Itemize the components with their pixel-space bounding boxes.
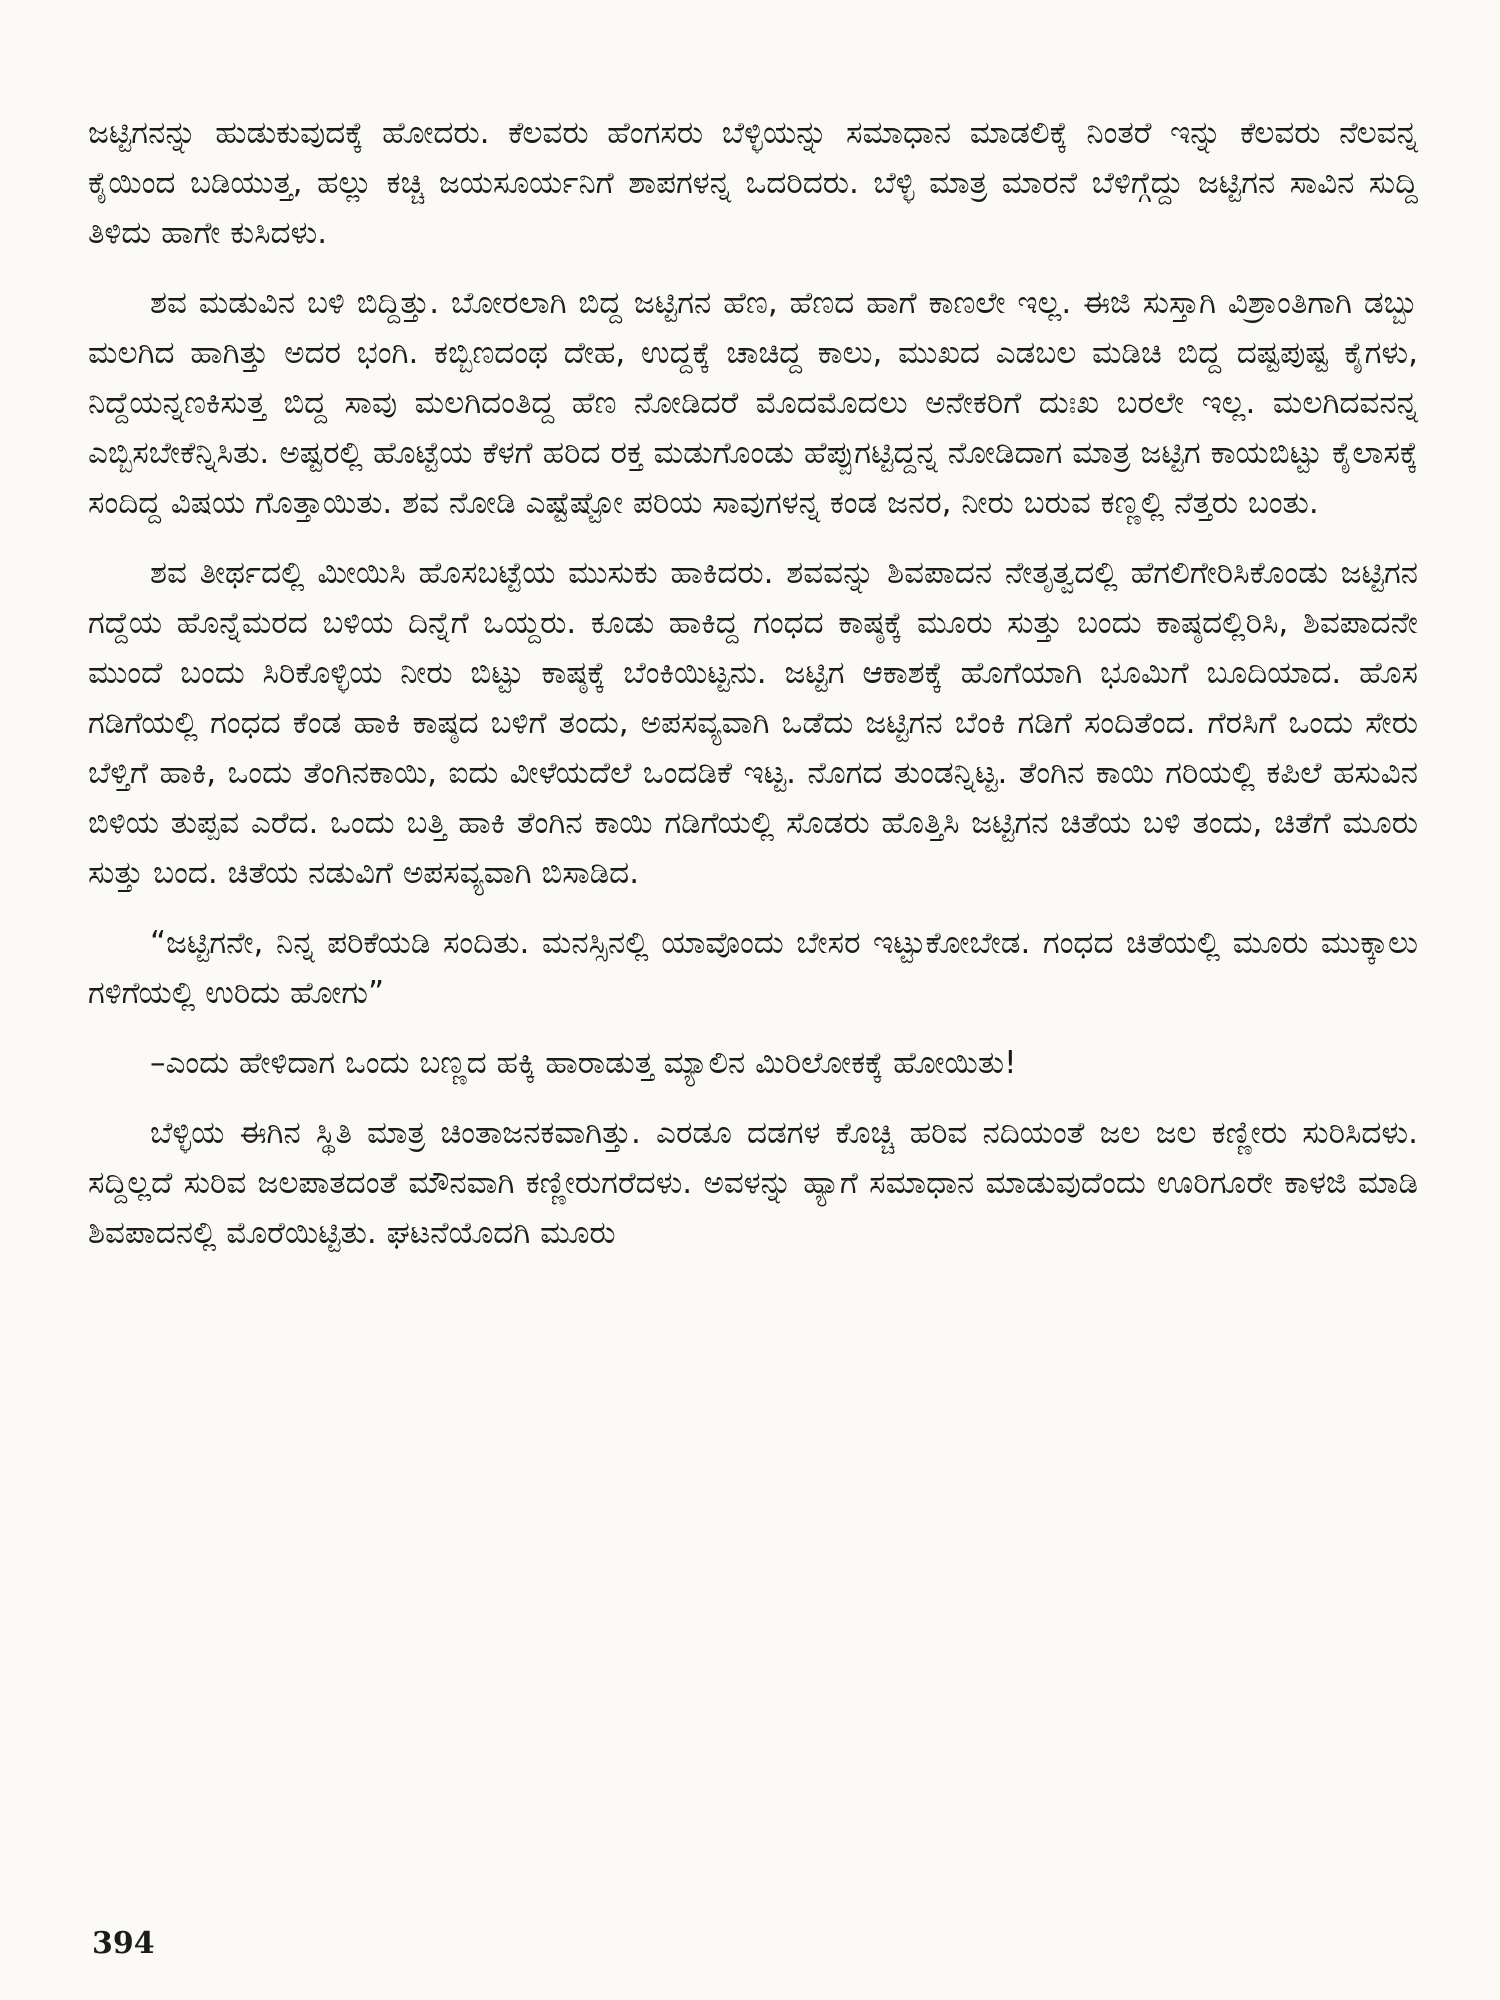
paragraph-2: ಶವ ಮಡುವಿನ ಬಳಿ ಬಿದ್ದಿತ್ತು. ಬೋರಲಾಗಿ ಬಿದ್ದ ಜಟ್ಟಿಗನ ಹೆಣ, ಹೆಣದ ಹಾಗೆ ಕಾಣಲೇ ಇಲ್ಲ. ಈಜಿ ಸುಸ್ತಾಗಿ ವಿಶ್ರಾಂತಿಗಾಗಿ ಡಬ್ಬು ಮಲಗಿದ ಹಾಗಿತ್ತು ಅದರ ಭಂಗಿ. ಕಬ್ಬಿಣದಂಥ ದೇಹ, ಉದ್ದಕ್ಕೆ ಚಾಚಿದ್ದ ಕಾಲು, ಮುಖದ ಎಡಬಲ ಮಡಿಚಿ ಬಿದ್ದ ದಷ್ಟಪುಷ್ಟ ಕೈಗಳು, ನಿದ್ದೆಯನ್ನಣಕಿಸುತ್ತ ಬಿದ್ದ ಸಾವು ಮಲಗಿದಂತಿದ್ದ ಹೆಣ ನೋಡಿದರೆ ಮೊದಮೊದಲು ಅನೇಕರಿಗೆ ದುಃಖ ಬರಲೇ ಇಲ್ಲ. ಮಲಗಿದವನನ್ನ ಎಬ್ಬಿಸಬೇಕೆನ್ನಿಸಿತು. ಅಷ್ಟರಲ್ಲಿ ಹೊಟ್ಟೆಯ ಕೆಳಗೆ ಹರಿದ ರಕ್ತ ಮಡುಗೊಂಡು ಹೆಪ್ಪುಗಟ್ಟಿದ್ದನ್ನ ನೋಡಿದಾಗ ಮಾತ್ರ ಜಟ್ಟಿಗ ಕಾಯಬಿಟ್ಟು ಕೈಲಾಸಕ್ಕೆ ಸಂದಿದ್ದ ವಿಷಯ ಗೊತ್ತಾಯಿತು. ಶವ ನೋಡಿ ಎಷ್ಟೆಷ್ಟೋ ಪರಿಯ ಸಾವುಗಳನ್ನ ಕಂಡ ಜನರ, ನೀರು ಬರುವ ಕಣ್ಣಲ್ಲಿ ನೆತ್ತರು ಬಂತು.: [88, 285, 1418, 521]
paragraph-1: ಜಟ್ಟಿಗನನ್ನು ಹುಡುಕುವುದಕ್ಕೆ ಹೋದರು. ಕೆಲವರು ಹೆಂಗಸರು ಬೆಳ್ಳಿಯನ್ನು ಸಮಾಧಾನ ಮಾಡಲಿಕ್ಕೆ ನಿಂತರೆ ಇನ್ನು ಕೆಲವರು ನೆಲವನ್ನ ಕೈಯಿಂದ ಬಡಿಯುತ್ತ, ಹಲ್ಲು ಕಚ್ಚಿ ಜಯಸೂರ್ಯನಿಗೆ ಶಾಪಗಳನ್ನ ಒದರಿದರು. ಬೆಳ್ಳಿ ಮಾತ್ರ ಮಾರನೆ ಬೆಳಿಗ್ಗೆದ್ದು ಜಟ್ಟಿಗನ ಸಾವಿನ ಸುದ್ದಿ ತಿಳಿದು ಹಾಗೇ ಕುಸಿದಳು.: [88, 115, 1418, 251]
paragraph-3: ಶವ ತೀರ್ಥದಲ್ಲಿ ಮೀಯಿಸಿ ಹೊಸಬಟ್ಟೆಯ ಮುಸುಕು ಹಾಕಿದರು. ಶವವನ್ನು ಶಿವಪಾದನ ನೇತೃತ್ವದಲ್ಲಿ ಹೆಗಲಿಗೇರಿಸಿಕೊಂಡು ಜಟ್ಟಿಗನ ಗದ್ದೆಯ ಹೊನ್ನೆಮರದ ಬಳಿಯ ದಿನ್ನೆಗೆ ಒಯ್ದರು. ಕೂಡು ಹಾಕಿದ್ದ ಗಂಧದ ಕಾಷ್ಠಕ್ಕೆ ಮೂರು ಸುತ್ತು ಬಂದು ಕಾಷ್ಠದಲ್ಲಿರಿಸಿ, ಶಿವಪಾದನೇ ಮುಂದೆ ಬಂದು ಸಿರಿಕೊಳ್ಳಿಯ ನೀರು ಬಿಟ್ಟು ಕಾಷ್ಠಕ್ಕೆ ಬೆಂಕಿಯಿಟ್ಟನು. ಜಟ್ಟಿಗ ಆಕಾಶಕ್ಕೆ ಹೊಗೆಯಾಗಿ ಭೂಮಿಗೆ ಬೂದಿಯಾದ. ಹೊಸ ಗಡಿಗೆಯಲ್ಲಿ ಗಂಧದ ಕೆಂಡ ಹಾಕಿ ಕಾಷ್ಠದ ಬಳಿಗೆ ತಂದು, ಅಪಸವ್ಯವಾಗಿ ಒಡೆದು ಜಟ್ಟಿಗನ ಬೆಂಕಿ ಗಡಿಗೆ ಸಂದಿತೆಂದ. ಗೆರಸಿಗೆ ಒಂದು ಸೇರು ಬೆಳ್ತಿಗೆ ಹಾಕಿ, ಒಂದು ತೆಂಗಿನಕಾಯಿ, ಐದು ವೀಳೆಯದೆಲೆ ಒಂದಡಿಕೆ ಇಟ್ಟ. ನೊಗದ ತುಂಡನ್ನಿಟ್ಟ. ತೆಂಗಿನ ಕಾಯಿ ಗರಿಯಲ್ಲಿ ಕಪಿಲೆ ಹಸುವಿನ ಬಿಳಿಯ ತುಪ್ಪವ ಎರೆದ. ಒಂದು ಬತ್ತಿ ಹಾಕಿ ತೆಂಗಿನ ಕಾಯಿ ಗಡಿಗೆಯಲ್ಲಿ ಸೊಡರು ಹೊತ್ತಿಸಿ ಜಟ್ಟಿಗನ ಚಿತೆಯ ಬಳಿ ತಂದು, ಚಿತೆಗೆ ಮೂರು ಸುತ್ತು ಬಂದ. ಚಿತೆಯ ನಡುವಿಗೆ ಅಪಸವ್ಯವಾಗಿ ಬಿಸಾಡಿದ.: [88, 555, 1418, 891]
page-number: 394: [92, 1926, 155, 1961]
paragraph-5: –ಎಂದು ಹೇಳಿದಾಗ ಒಂದು ಬಣ್ಣದ ಹಕ್ಕಿ ಹಾರಾಡುತ್ತ ಮ್ಯಾಲಿನ ಮಿರಿಲೋಕಕ್ಕೆ ಹೋಯಿತು!: [150, 1045, 1017, 1081]
paragraph-4-quote: “ಜಟ್ಟಿಗನೇ, ನಿನ್ನ ಪರಿಕೆಯಡಿ ಸಂದಿತು. ಮನಸ್ಸಿನಲ್ಲಿ ಯಾವೊಂದು ಬೇಸರ ಇಟ್ಟುಕೋಬೇಡ. ಗಂಧದ ಚಿತೆಯಲ್ಲಿ ಮೂರು ಮುಕ್ಕಾಲು ಗಳಿಗೆಯಲ್ಲಿ ಉರಿದು ಹೋಗು”: [88, 925, 1418, 1011]
paragraph-6: ಬೆಳ್ಳಿಯ ಈಗಿನ ಸ್ಥಿತಿ ಮಾತ್ರ ಚಿಂತಾಜನಕವಾಗಿತ್ತು. ಎರಡೂ ದಡಗಳ ಕೊಚ್ಚಿ ಹರಿವ ನದಿಯಂತೆ ಜಲ ಜಲ ಕಣ್ಣೀರು ಸುರಿಸಿದಳು. ಸದ್ದಿಲ್ಲದೆ ಸುರಿವ ಜಲಪಾತದಂತೆ ಮೌನವಾಗಿ ಕಣ್ಣೀರುಗರೆದಳು. ಅವಳನ್ನು ಹ್ಯಾಗೆ ಸಮಾಧಾನ ಮಾಡುವುದೆಂದು ಊರಿಗೂರೇ ಕಾಳಜಿ ಮಾಡಿ ಶಿವಪಾದನಲ್ಲಿ ಮೊರೆಯಿಟ್ಟಿತು. ಘಟನೆಯೊದಗಿ ಮೂರು: [88, 1115, 1418, 1251]
body-text: [88, 108, 1418, 1278]
